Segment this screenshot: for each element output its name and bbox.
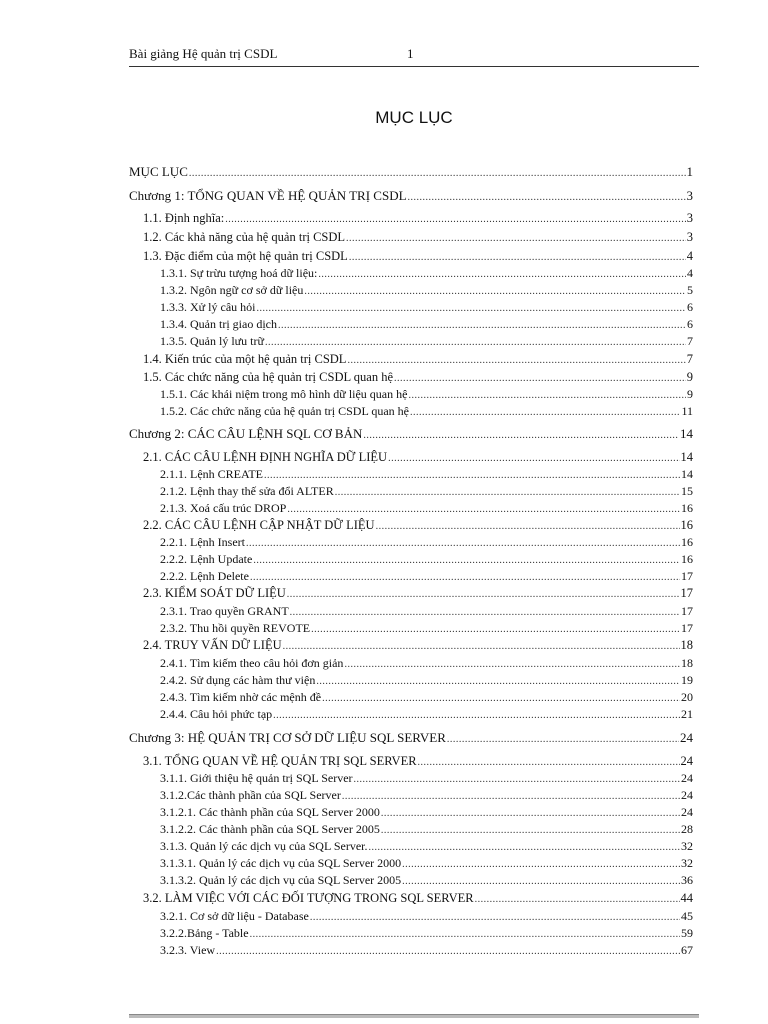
toc-entry-title: 1.1. Định nghĩa: <box>143 211 225 225</box>
toc-entry-page: 16 <box>681 535 693 549</box>
toc-entry-page: 7 <box>686 352 693 366</box>
toc-dot-leader <box>344 657 680 673</box>
toc-dot-leader <box>346 231 686 247</box>
toc-entry-page: 67 <box>681 943 693 957</box>
toc-entry-title: 3.1.3.2. Quản lý các dịch vụ của SQL Server 2005 <box>160 873 402 887</box>
toc-entry-title: 2.4.1. Tìm kiếm theo câu hỏi đơn giản <box>160 656 344 670</box>
toc-entry[interactable] <box>143 517 693 533</box>
toc-entry-page: 17 <box>681 621 693 635</box>
toc-entry-page: 24 <box>681 788 693 802</box>
toc-dot-leader <box>402 874 680 890</box>
toc-entry-page: 24 <box>680 730 693 745</box>
toc-entry-title: 3.1.1. Giới thiệu hệ quản trị SQL Server <box>160 771 353 785</box>
toc-entry-page: 32 <box>681 856 693 870</box>
toc-entry[interactable] <box>160 942 693 958</box>
toc-entry[interactable] <box>129 164 693 180</box>
toc-entry[interactable] <box>143 890 693 906</box>
toc-entry-title: 2.3. KIỂM SOÁT DỮ LIỆU <box>143 586 286 600</box>
toc-entry-page: 17 <box>681 604 693 618</box>
toc-entry-title: 1.4. Kiến trúc của một hệ quản trị CSDL <box>143 352 347 366</box>
toc-dot-leader <box>347 353 685 369</box>
toc-entry-page: 11 <box>681 404 693 418</box>
toc-entry[interactable] <box>160 265 693 281</box>
toc-dot-leader <box>318 267 686 283</box>
toc-entry[interactable] <box>143 753 693 769</box>
toc-entry-title: 3.1.2.2. Các thành phần của SQL Server 2005 <box>160 822 380 836</box>
toc-dot-leader <box>342 789 680 805</box>
toc-entry-title: 2.1.2. Lệnh thay thế sửa đổi ALTER <box>160 484 334 498</box>
toc-entry-page: 14 <box>680 450 693 464</box>
footer-divider <box>129 1014 699 1018</box>
toc-dot-leader <box>316 674 680 690</box>
toc-entry-title: 3.1.2.Các thành phần của SQL Server <box>160 788 341 802</box>
toc-entry[interactable] <box>160 804 693 820</box>
toc-entry-page: 3 <box>686 188 693 203</box>
toc-entry-page: 7 <box>687 334 693 348</box>
toc-entry-page: 6 <box>687 300 693 314</box>
toc-entry-title: 1.3.1. Sự trừu tượng hoá dữ liệu: <box>160 266 318 280</box>
toc-entry-title: 2.2. CÁC CÂU LỆNH CẬP NHẬT DỮ LIỆU <box>143 518 375 532</box>
toc-entry[interactable] <box>160 821 693 837</box>
toc-entry-title: 2.3.1. Trao quyền GRANT <box>160 604 289 618</box>
toc-entry-page: 3 <box>686 211 693 225</box>
toc-entry-page: 6 <box>687 317 693 331</box>
toc-entry-page: 20 <box>681 690 693 704</box>
toc-entry[interactable] <box>160 689 693 705</box>
toc-entry-page: 21 <box>681 707 693 721</box>
toc-entry-page: 24 <box>681 771 693 785</box>
toc-entry[interactable] <box>143 248 693 264</box>
toc-entry[interactable] <box>160 500 693 516</box>
toc-dot-leader <box>265 335 686 351</box>
toc-dot-leader <box>310 910 680 926</box>
toc-entry-title: 3.1.3. Quản lý các dịch vụ của SQL Server. <box>160 839 368 853</box>
toc-dot-leader <box>475 892 680 908</box>
toc-entry-title: 1.5. Các chức năng của hệ quản trị CSDL quan hệ <box>143 370 393 384</box>
toc-entry-title: MỤC LỤC <box>129 164 188 179</box>
toc-entry[interactable] <box>160 282 693 298</box>
toc-dot-leader <box>381 823 680 839</box>
toc-entry[interactable] <box>160 603 693 619</box>
toc-entry-title: 2.2.2. Lệnh Delete <box>160 569 249 583</box>
toc-dot-leader <box>410 405 680 421</box>
toc-entry-page: 44 <box>680 891 693 905</box>
toc-dot-leader <box>283 639 680 655</box>
toc-entry-title: 3.2.3. View <box>160 943 216 957</box>
toc-entry[interactable] <box>160 483 693 499</box>
toc-entry-page: 32 <box>681 839 693 853</box>
toc-entry-page: 14 <box>680 426 693 441</box>
toc-entry-page: 9 <box>686 370 693 384</box>
toc-entry-page: 19 <box>681 673 693 687</box>
toc-entry-page: 59 <box>681 926 693 940</box>
toc-dot-leader <box>253 553 680 569</box>
toc-entry[interactable] <box>160 787 693 803</box>
toc-entry[interactable] <box>143 585 693 601</box>
toc-dot-leader <box>322 691 680 707</box>
toc-entry-title: 1.3.2. Ngôn ngữ cơ sở dữ liệu <box>160 283 304 297</box>
toc-entry-title: 2.4. TRUY VẤN DỮ LIỆU <box>143 638 282 652</box>
toc-entry[interactable] <box>160 551 693 567</box>
page-title: MỤC LỤC <box>375 108 453 127</box>
toc-dot-leader <box>408 388 686 404</box>
toc-dot-leader <box>388 451 679 467</box>
toc-entry[interactable] <box>160 925 693 941</box>
toc-entry[interactable] <box>129 426 693 442</box>
toc-entry-title: 2.4.3. Tìm kiếm nhờ các mệnh đề <box>160 690 322 704</box>
toc-entry[interactable] <box>129 188 693 204</box>
toc-entry-title: Chương 1: TỔNG QUAN VỀ HỆ QUẢN TRỊ CSDL <box>129 188 407 203</box>
toc-dot-leader <box>225 212 686 228</box>
toc-entry-page: 4 <box>687 266 693 280</box>
toc-entry-title: 3.2.2.Bảng - Table <box>160 926 249 940</box>
toc-entry-page: 18 <box>681 656 693 670</box>
toc-dot-leader <box>257 301 687 317</box>
toc-entry-title: 3.2.1. Cơ sở dữ liệu - Database <box>160 909 309 923</box>
page-header <box>129 44 699 66</box>
toc-entry-title: Chương 2: CÁC CÂU LỆNH SQL CƠ BẢN <box>129 426 363 441</box>
toc-entry[interactable] <box>160 534 693 550</box>
toc-dot-leader <box>216 944 680 960</box>
toc-entry-page: 5 <box>687 283 693 297</box>
toc-entry[interactable] <box>160 655 693 671</box>
toc-entry[interactable] <box>143 369 693 385</box>
toc-entry[interactable] <box>160 333 693 349</box>
toc-entry-page: 16 <box>681 552 693 566</box>
toc-entry-title: 3.2. LÀM VIỆC VỚI CÁC ĐỐI TƯỢNG TRONG SQL SERVER <box>143 891 474 905</box>
toc-entry-title: 3.1.2.1. Các thành phần của SQL Server 2000 <box>160 805 380 819</box>
toc-entry-title: 1.5.2. Các chức năng của hệ quản trị CSDL quan hệ <box>160 404 409 418</box>
toc-entry-title: 2.4.2. Sử dụng các hàm thư viện <box>160 673 316 687</box>
toc-entry[interactable] <box>129 730 693 746</box>
toc-entry-title: 1.3.3. Xử lý câu hỏi <box>160 300 256 314</box>
toc-entry[interactable] <box>143 449 693 465</box>
toc-entry-title: 3.1. TỔNG QUAN VỀ HỆ QUẢN TRỊ SQL SERVER <box>143 754 417 768</box>
toc-entry-title: 3.1.3.1. Quản lý các dịch vụ của SQL Server 2000 <box>160 856 402 870</box>
toc-entry[interactable] <box>160 403 693 419</box>
toc-entry-title: 1.5.1. Các khái niệm trong mô hình dữ liệu quan hệ <box>160 387 408 401</box>
toc-entry-page: 24 <box>680 754 693 768</box>
toc-entry[interactable] <box>160 299 693 315</box>
toc-entry-page: 4 <box>686 249 693 263</box>
toc-dot-leader <box>287 502 680 518</box>
toc-entry-title: 1.3.5. Quản lý lưu trữ <box>160 334 264 348</box>
toc-entry-page: 1 <box>686 164 693 179</box>
toc-entry[interactable] <box>160 466 693 482</box>
toc-entry-page: 16 <box>681 501 693 515</box>
toc-entry-title: 1.3.4. Quản trị giao dịch <box>160 317 277 331</box>
toc-entry[interactable] <box>160 672 693 688</box>
toc-dot-leader <box>250 927 680 943</box>
toc-entry[interactable] <box>160 620 693 636</box>
toc-entry-page: 36 <box>681 873 693 887</box>
toc-dot-leader <box>381 806 680 822</box>
toc-entry-title: 1.3. Đặc điểm của một hệ quản trị CSDL <box>143 249 348 263</box>
toc-entry-title: 2.4.4. Câu hỏi phức tạp <box>160 707 273 721</box>
toc-entry[interactable] <box>160 838 693 854</box>
toc-entry-page: 24 <box>681 805 693 819</box>
toc-entry[interactable] <box>160 908 693 924</box>
toc-dot-leader <box>273 708 680 724</box>
toc-entry-page: 9 <box>687 387 693 401</box>
toc-dot-leader <box>349 250 686 266</box>
toc-entry-page: 15 <box>681 484 693 498</box>
toc-dot-leader <box>290 605 680 621</box>
toc-entry-title: 2.1. CÁC CÂU LỆNH ĐỊNH NGHĨA DỮ LIỆU <box>143 450 388 464</box>
toc-entry-page: 16 <box>680 518 693 532</box>
toc-dot-leader <box>369 840 681 856</box>
toc-dot-leader <box>335 485 680 501</box>
toc-dot-leader <box>394 371 686 387</box>
toc-entry[interactable] <box>160 706 693 722</box>
toc-dot-leader <box>363 428 679 444</box>
toc-dot-leader <box>250 570 680 586</box>
toc-dot-leader <box>376 519 680 535</box>
toc-dot-leader <box>418 755 680 771</box>
toc-dot-leader <box>311 622 680 638</box>
toc-entry[interactable] <box>143 229 693 245</box>
toc-entry[interactable] <box>160 872 693 888</box>
toc-entry-page: 3 <box>686 230 693 244</box>
toc-dot-leader <box>287 587 680 603</box>
toc-entry-title: 2.2.2. Lệnh Update <box>160 552 253 566</box>
toc-dot-leader <box>246 536 680 552</box>
toc-dot-leader <box>447 732 679 748</box>
toc-entry-page: 17 <box>681 569 693 583</box>
toc-dot-leader <box>278 318 686 334</box>
toc-entry-page: 14 <box>681 467 693 481</box>
toc-dot-leader <box>402 857 680 873</box>
toc-dot-leader <box>189 166 686 182</box>
toc-entry[interactable] <box>160 386 693 402</box>
toc-entry[interactable] <box>143 637 693 653</box>
toc-dot-leader <box>264 468 680 484</box>
toc-entry-title: 2.2.1. Lệnh Insert <box>160 535 245 549</box>
toc-entry-page: 18 <box>680 638 693 652</box>
header-page-number: 1 <box>407 46 414 61</box>
toc-dot-leader <box>304 284 686 300</box>
toc-entry-title: 2.3.2. Thu hồi quyền REVOTE <box>160 621 311 635</box>
toc-entry-title: 1.2. Các khả năng của hệ quản trị CSDL <box>143 230 346 244</box>
toc-entry-title: Chương 3: HỆ QUẢN TRỊ CƠ SỞ DỮ LIỆU SQL SERVER <box>129 730 446 745</box>
toc-entry[interactable] <box>160 855 693 871</box>
toc-entry-page: 45 <box>681 909 693 923</box>
toc-entry[interactable] <box>160 770 693 786</box>
header-title: Bài giảng Hệ quản trị CSDL <box>129 46 278 61</box>
toc-entry[interactable] <box>160 316 693 332</box>
toc-entry[interactable] <box>160 568 693 584</box>
toc-entry[interactable] <box>143 210 693 226</box>
toc-dot-leader <box>354 772 680 788</box>
toc-entry-title: 2.1.1. Lệnh CREATE <box>160 467 263 481</box>
toc-entry-page: 28 <box>681 822 693 836</box>
toc-entry[interactable] <box>143 351 693 367</box>
toc-entry-page: 17 <box>680 586 693 600</box>
toc-dot-leader <box>408 190 686 206</box>
header-divider <box>129 66 699 67</box>
toc-entry-title: 2.1.3. Xoá cấu trúc DROP <box>160 501 287 515</box>
